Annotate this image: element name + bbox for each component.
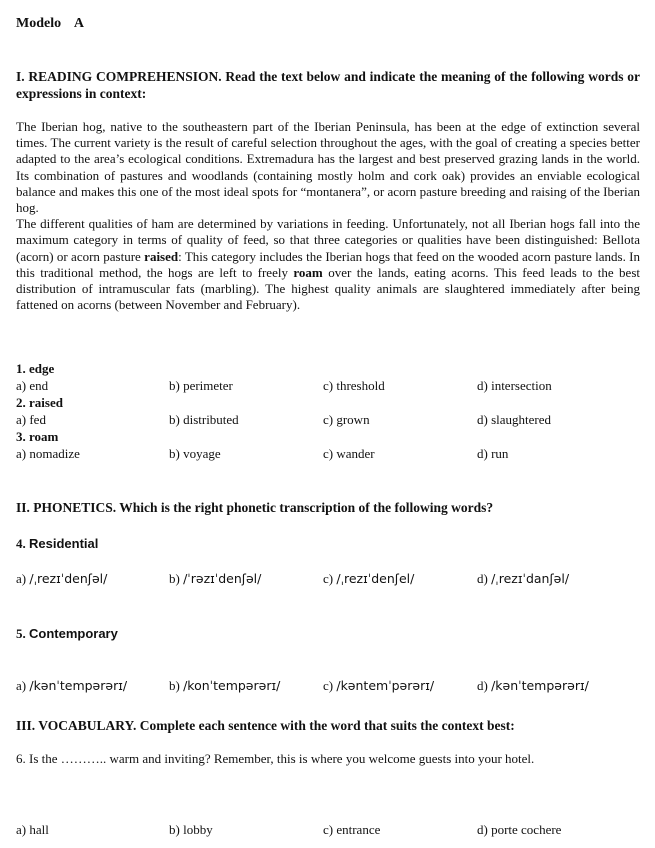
- option-b[interactable]: b) voyage: [169, 446, 221, 461]
- question-5-word: Contemporary: [29, 626, 118, 641]
- option-d[interactable]: [477, 571, 569, 587]
- option-b[interactable]: b) distributed: [169, 412, 239, 427]
- p1-text-a: The Iberian hog, native to the southeastern part of the Iberian Peninsula, has been at the: [16, 119, 502, 134]
- ipa-transcription: /ˌrezɪˈdanʃəl/: [491, 571, 570, 586]
- option-d[interactable]: d) slaughtered: [477, 412, 552, 427]
- option-prefix: a): [16, 678, 30, 693]
- question-4-label: [16, 536, 98, 552]
- p1-text-b: of extinction several times. The current variety is the result of careful selection throughout the ages, with the goal of creating a species better adapted to the area’s ecological conditions. Extremadura has the largest and best preserved grazing lands in the world. Its combination of pastures and woodlands (containing mostly holm and cork oak) provides an enviable ecological balance and makes this one of the most ideal spots for “montanera”, or acorn pasture breeding and raising of the Iberian hog.: [16, 119, 640, 216]
- option-prefix: a): [16, 571, 30, 586]
- ipa-transcription: /kənˈtempərərɪ/: [29, 678, 128, 693]
- option-d[interactable]: d) porte cochere: [477, 822, 562, 837]
- option-a[interactable]: a) fed: [16, 412, 46, 427]
- option-c[interactable]: [323, 571, 414, 587]
- p2-text-a: The different qualities of ham are determined by variations in feeding. Unfortunately, not all Iberian hogs fall into the maximum category in terms of quality of feed, so that three categories or qualities have been distinguished: Bellota (acorn) or acorn pasture: [16, 216, 640, 264]
- option-a[interactable]: a) end: [16, 378, 49, 393]
- option-b[interactable]: [169, 571, 261, 587]
- question-4-word: Residential: [29, 536, 99, 551]
- ipa-transcription: /konˈtempərərɪ/: [183, 678, 281, 693]
- question-1-options: [16, 377, 640, 394]
- question-5-label: [16, 626, 118, 642]
- keyword-edge: edge: [501, 119, 526, 134]
- option-a[interactable]: a) hall: [16, 822, 49, 837]
- model-letter: A: [73, 16, 84, 31]
- option-a[interactable]: [16, 571, 107, 587]
- question-4-number: 4.: [16, 536, 26, 551]
- p2-text-c: over the lands, eating acorns. This feed leads to the best distribution of intramuscular fats (marbling). The highest quality animals are slaughtered immediately after being fattened on acorns (between November and February).: [16, 264, 640, 313]
- option-d[interactable]: d) intersection: [477, 378, 552, 393]
- option-prefix: d): [477, 678, 492, 693]
- option-prefix: b): [169, 678, 184, 693]
- option-prefix: b): [169, 571, 184, 586]
- ipa-transcription: /kənˈtempərərɪ/: [491, 678, 589, 693]
- reading-section-title: I. READING COMPREHENSION. Read the text below and indicate the meaning of the following words or expressions in context:: [16, 69, 640, 101]
- question-3-options: [16, 445, 640, 462]
- keyword-roam: roam: [293, 264, 323, 280]
- exam-page: [16, 0, 641, 837]
- question-3-label: 3. roam: [16, 429, 59, 444]
- option-c[interactable]: c) grown: [323, 412, 370, 427]
- option-b[interactable]: b) perimeter: [169, 378, 233, 393]
- option-d[interactable]: [477, 678, 589, 694]
- option-c[interactable]: [323, 678, 434, 694]
- option-b[interactable]: [169, 678, 280, 694]
- reading-questions: [16, 360, 640, 462]
- question-2-label: 2. raised: [16, 395, 63, 410]
- ipa-transcription: /ˈrəzɪˈdenʃəl/: [183, 571, 262, 586]
- option-d[interactable]: d) run: [477, 446, 509, 461]
- option-a[interactable]: [16, 678, 127, 694]
- option-prefix: d): [477, 571, 492, 586]
- keyword-raised: raised: [144, 248, 179, 264]
- option-c[interactable]: c) threshold: [323, 378, 385, 393]
- reading-paragraph-2: [16, 216, 640, 313]
- ipa-transcription: /ˌrezɪˈdenʃel/: [336, 571, 415, 586]
- ipa-transcription: /kəntemˈpərərɪ/: [336, 678, 435, 693]
- ipa-transcription: /ˌrezɪˈdenʃəl/: [29, 571, 108, 586]
- option-c[interactable]: c) wander: [323, 446, 375, 461]
- p2-text-b: : This category includes the Iberian hogs that feed on the wooded acorn pasture lands. In this traditional method, the hogs are left to freely: [16, 248, 641, 280]
- option-b[interactable]: b) lobby: [169, 822, 213, 837]
- option-c[interactable]: c) entrance: [323, 822, 381, 837]
- question-6-text: 6. Is the ……….. warm and inviting? Remember, this is where you welcome guests into your hotel.: [16, 751, 535, 766]
- question-2-options: [16, 411, 640, 428]
- vocabulary-section-title: III. VOCABULARY. Complete each sentence with the word that suits the context best:: [16, 718, 515, 733]
- question-6-options: [16, 821, 640, 838]
- option-a[interactable]: a) nomadize: [16, 446, 80, 461]
- option-prefix: c): [323, 571, 337, 586]
- reading-passage: [16, 119, 640, 313]
- question-5-options: [16, 678, 640, 695]
- model-label: Modelo: [16, 16, 62, 31]
- question-5-number: 5.: [16, 626, 26, 641]
- reading-paragraph-1: [16, 119, 640, 216]
- phonetics-section-title: II. PHONETICS. Which is the right phonetic transcription of the following words?: [16, 500, 494, 515]
- option-prefix: c): [323, 678, 337, 693]
- question-4-options: [16, 571, 640, 588]
- model-header: [16, 16, 84, 32]
- question-1-label: 1. edge: [16, 361, 55, 376]
